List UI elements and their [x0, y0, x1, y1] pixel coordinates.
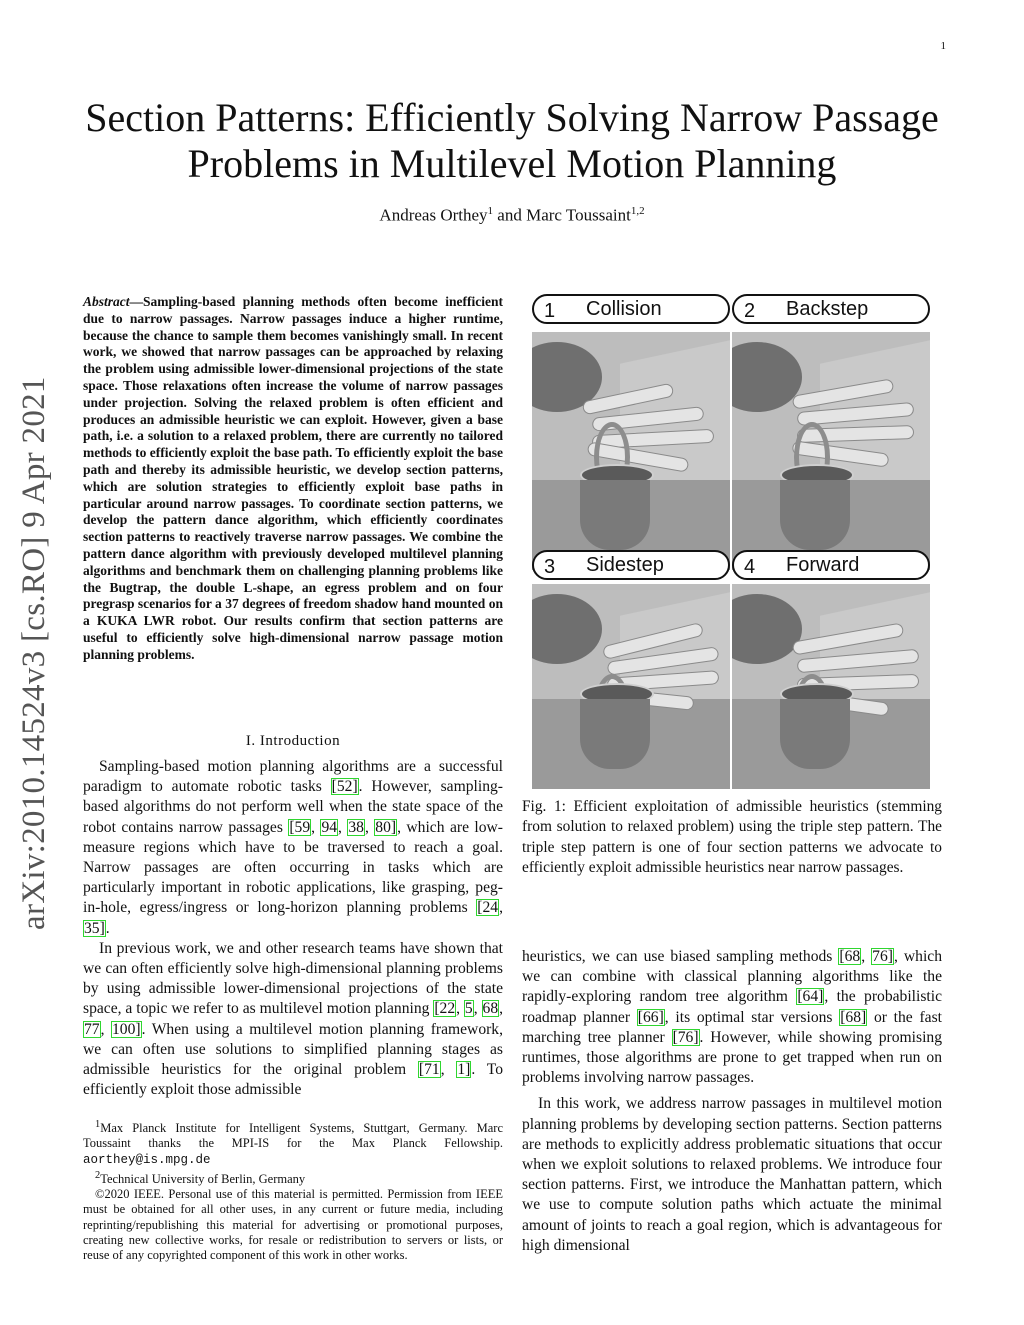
- citation-link[interactable]: [68]: [840, 1008, 867, 1026]
- page-number: 1: [940, 40, 946, 52]
- figure-panel-1: [532, 332, 730, 570]
- citation-link[interactable]: 100]: [112, 1020, 141, 1038]
- citation-link[interactable]: 77: [84, 1020, 100, 1038]
- citation-link[interactable]: [22: [434, 1000, 456, 1018]
- abstract-body: —Sampling-based planning methods often become inefficient due to narrow passages. Narrow passages induce a higher runtime, because the chance to sample them becomes vanishingly small. In recent work, we showed that narrow passages can be approached by relaxing the problem using admissible lower-dimensional projections of the state space. Those relaxations often increase the volume of narrow passages under projection. Solving the relaxed problem is often efficient and produces an admissible heuristic we can exploit. However, given a base path, i.e. a solution to a relaxed problem, there are currently no tailored methods to efficiently exploit the base path. To efficiently exploit the base path and thereby its admissible heuristic, we develop section patterns, which are solution strategies to efficiently exploit base paths in particular around narrow passages. To coordinate section patterns, we develop the pattern dance algorithm, which efficiently coordinates section patterns to reactively traverse narrow passages. We combine the pattern dance algorithm with previously developed multilevel planning algorithms and benchmark them on challenging planning problems like the Bugtrap, the double L-shape, an egress problem and on four pregrasp scenarios for a 37 degrees of freedom shadow hand mounted on a KUKA LWR robot. Our results confirm that section patterns are useful to efficiently solve high-dimensional narrow passage motion planning problems.: [83, 294, 503, 662]
- affiliation-mark: 1,2: [630, 205, 645, 217]
- citation-link[interactable]: [71: [418, 1061, 440, 1079]
- figure-panel-4: [732, 584, 930, 789]
- citation-link[interactable]: [52]: [331, 778, 358, 796]
- paragraph: In previous work, we and other research teams have shown that we can often efficiently solve high-dimensional planning problems by using admissible lower-dimensional projections of the state space, a topic we refer to as multilevel motion planning [22, 5, 68, 77, 100]. When using a multilevel motion planning framework, we can often use solutions to simplified planning stages as admissible heuristics for the original problem [71, 1]. To efficiently exploit those admissible: [83, 939, 504, 1099]
- figure-1: [532, 294, 932, 789]
- citation-link[interactable]: 1]: [457, 1061, 471, 1079]
- footnote: $^1$Max Planck Institute for Intelligent Systems, Stuttgart, Germany. Marc Toussaint thanks the MPI-IS for the Max Planck Fellowship. aorthey@is.mpg.de: [83, 1119, 503, 1167]
- figure-panel-2: [732, 332, 930, 570]
- paragraph: In this work, we address narrow passages in multilevel motion planning problems by developing section patterns. Section patterns are methods to explicitly address problematic situations that occur when we exploit solutions to relaxed problems. We introduce four section patterns. First, we introduce the Manhattan pattern, which we use to compute solution paths which actuate the minimal amount of joints to reach a goal region, which is advantageous for high dimensional: [522, 1095, 942, 1254]
- figure-panel-label: 4 Forward: [732, 550, 930, 580]
- citation-link[interactable]: 35]: [84, 919, 105, 937]
- arxiv-identifier: arXiv:2010.14524v3 [cs.RO] 9 Apr 2021: [16, 376, 52, 930]
- citation-link[interactable]: [24: [477, 899, 499, 917]
- citation-link[interactable]: [64]: [797, 988, 824, 1006]
- figure-panel-label: 3 Sidestep: [532, 550, 730, 580]
- copyright-notice: ©2020 IEEE. Personal use of this material is permitted. Permission from IEEE must be obtained for all other uses, in any current or future media, including reprinting/republishing this material for advertising or promotional purposes, creating new collective works, for resale or redistribution to servers or lists, or reuse of any copyrighted component of this work in other works.: [83, 1187, 503, 1262]
- citation-link[interactable]: 76]: [872, 948, 893, 965]
- paragraph: Sampling-based motion planning algorithms are a successful paradigm to automate robotic tasks [52]. However, sampling-based algorithms do not perform well when the state space of the robot contains narrow passages [59, 94, 38, 80], which are low-measure regions which have to be traversed to reach a goal. Narrow passages are often occurring in tasks which are particularly important in robotic applications, like grasping, peg-in-hole, egress/ingress or long-horizon planning problems [24, 35].: [83, 758, 504, 937]
- body-text-right-column: [522, 947, 942, 1256]
- footnotes: [83, 1117, 503, 1263]
- citation-link[interactable]: 38: [348, 818, 364, 836]
- citation-link[interactable]: 80]: [375, 818, 397, 836]
- citation-link[interactable]: [68: [839, 948, 861, 965]
- introduction-text: [83, 757, 503, 1100]
- paper-title: Section Patterns: Efficiently Solving Narrow Passage Problems in Multilevel Motion Planning: [85, 95, 939, 186]
- citation-link[interactable]: [59: [289, 818, 311, 836]
- author-conjunction: and: [493, 205, 527, 225]
- author-line: [0, 205, 1024, 226]
- figure-caption: Fig. 1: Efficient exploitation of admissible heuristics (stemming from solution to relaxed problem) using the triple step pattern. The triple step pattern is one of four section patterns we advocate to efficiently exploit admissible heuristics near narrow passages.: [522, 798, 942, 877]
- author-name: Andreas Orthey: [379, 205, 488, 225]
- figure-panel-label: 1 Collision: [532, 294, 730, 324]
- citation-link[interactable]: [76]: [672, 1028, 699, 1046]
- citation-link[interactable]: 94: [321, 818, 338, 836]
- paragraph: heuristics, we can use biased sampling methods [68, 76], which we can combine with classical planning algorithms like the rapidly-exploring random tree algorithm [64], the probabilistic roadmap planner [66], its optimal star versions [68] or the fast marching tree planner [76]. However, while showing promising runtimes, those algorithms are prone to get trapped when run on problems involving narrow passages.: [522, 948, 943, 1087]
- citation-link[interactable]: 68: [482, 1000, 499, 1018]
- citation-link[interactable]: 5: [464, 1000, 473, 1018]
- section-heading-introduction: I. Introduction: [245, 733, 341, 749]
- author-name: Marc Toussaint: [526, 205, 631, 225]
- abstract: [83, 294, 503, 664]
- email-link[interactable]: aorthey@is.mpg.de: [83, 1152, 211, 1167]
- figure-panel-3: [532, 584, 730, 789]
- affiliation-mark: 1: [487, 205, 494, 217]
- citation-link[interactable]: [66]: [637, 1008, 664, 1026]
- figure-panel-label: 2 Backstep: [732, 294, 930, 324]
- footnote: $^2$Technical University of Berlin, Germany: [95, 1169, 306, 1186]
- abstract-lead: Abstract: [83, 294, 130, 309]
